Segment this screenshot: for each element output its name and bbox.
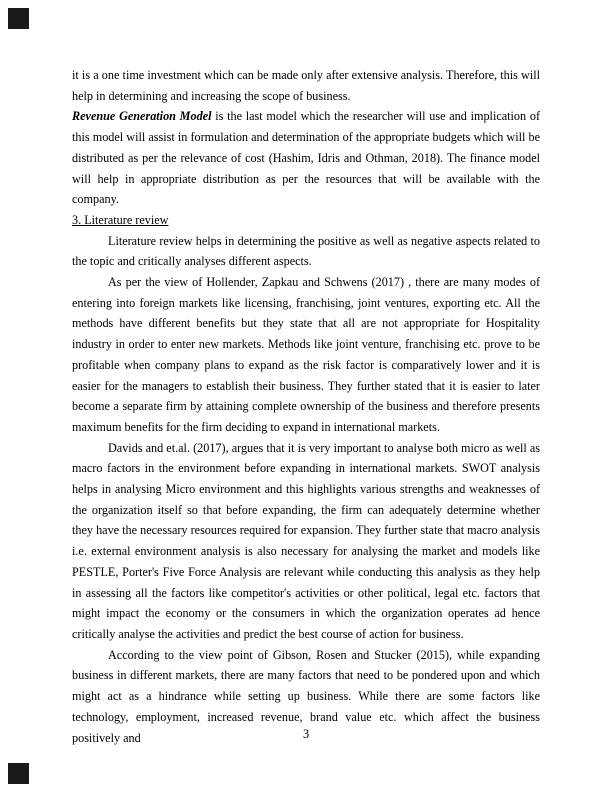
section-heading-literature-review: 3. Literature review — [72, 212, 169, 227]
page-content — [72, 65, 540, 748]
scan-mark-bottom-left-icon — [8, 763, 29, 784]
scan-mark-top-left-icon — [8, 8, 29, 29]
page-number: 3 — [302, 727, 310, 741]
paragraph-revenue-generation-model — [72, 106, 540, 210]
paragraph-hollender-zapkau-schwens: As per the view of Hollender, Zapkau and Schwens (2017) , there are many modes of entering into foreign markets like licensing, franchising, joint ventures, exporting etc. All the methods have different benefits but they state that all are not appropriate for Hospitality industry in order to enter new markets. Methods like joint venture, franchising etc. prove to be profitable when company plans to expand as the risk factor is comparatively lower and it is easier for the managers to establish their business. They further stated that it is easier to later become a separate firm by attaining complete ownership of the business and therefore presents maximum benefits for the firm deciding to expand in international markets. — [72, 275, 540, 434]
paragraph-gibson-rosen-stucker: According to the view point of Gibson, Rosen and Stucker (2015), while expanding business in different markets, there are many factors that need to be pondered upon and which might act as a hindrance while setting up business. While there are some factors like technology, employment, increased revenue, brand value etc. which affect the business positively and — [72, 647, 540, 745]
paragraph-davids-etal: Davids and et.al. (2017), argues that it is very important to analyse both micro as well as macro factors in the environment before expanding in international markets. SWOT analysis helps in analysing Micro environment and this highlights various strengths and weaknesses of the organization itself so that before expanding, the firm can adequately determine whether they have the necessary resources required for expansion. They further state that macro analysis i.e. external environment analysis is also necessary for analysing the market and models like PESTLE, Porter's Five Force Analysis are relevant while conducting this analysis as they help in assessing all the factors like competitor's activities or other political, legal etc. factors that might impact the economy or the consumers in which the organization operates ad hence critically analyse the activities and predict the best course of action for business. — [72, 440, 540, 641]
revenue-generation-model-text: is the last model which the researcher will use and implication of this model will assist in formulation and determination of the appropriate budgets which will be distributed as per the relevance of cost (Hashim, Idris and Othman, 2018). The finance model will help in appropriate distribution as per the resources that will be available with the company. — [72, 109, 540, 207]
paragraph-literature-review-intro: Literature review helps in determining the positive as well as negative aspects related to the topic and critically analyses different aspects. — [72, 233, 540, 269]
paragraph-investment-continuation: it is a one time investment which can be made only after extensive analysis. Therefore, this will help in determining and increasing the scope of business. — [72, 68, 540, 103]
revenue-generation-model-term: Revenue Generation Model — [72, 109, 212, 124]
